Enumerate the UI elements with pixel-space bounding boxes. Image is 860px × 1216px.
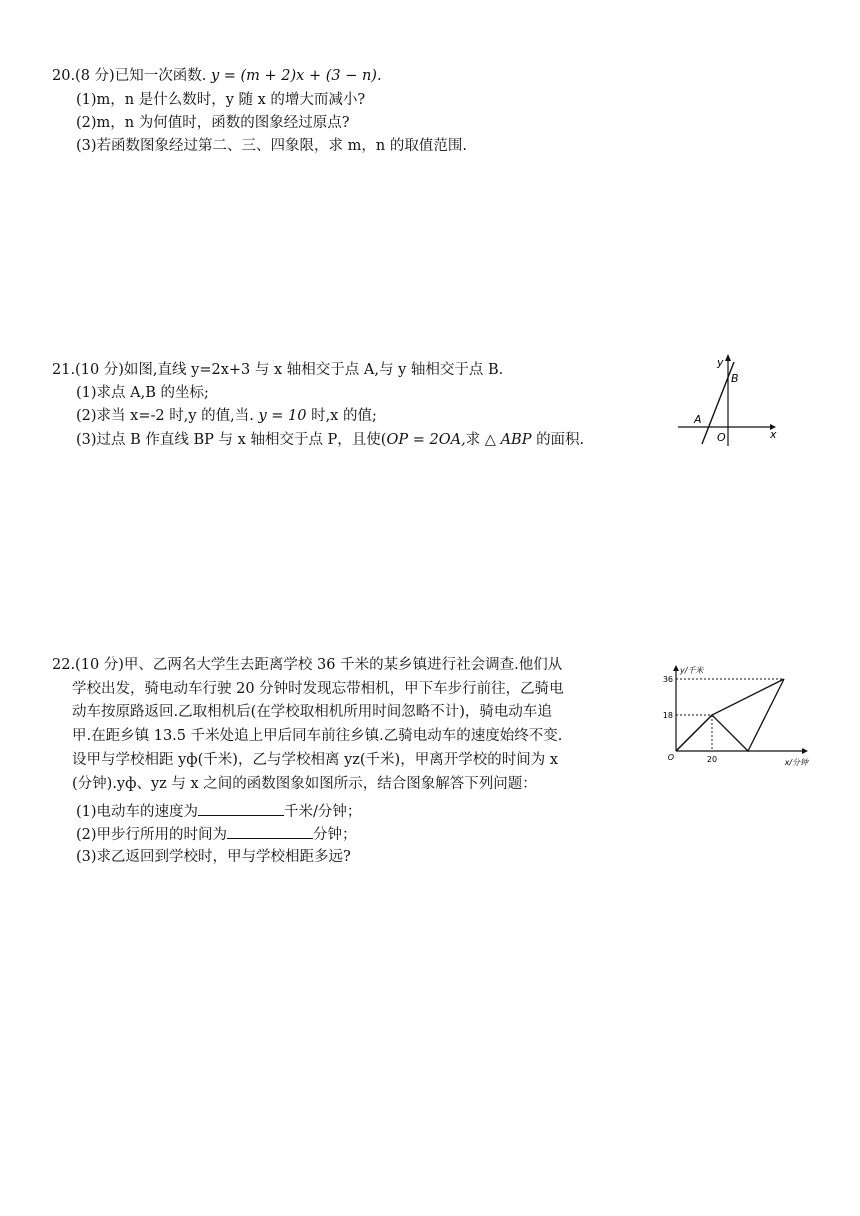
q22-item-2-text-a: (2)甲步行所用的时间为 <box>76 827 228 843</box>
q22-chart <box>660 648 808 770</box>
q21-item-3-text-b: 求 △ <box>465 432 496 448</box>
q22-stem-line-2: 学校出发，骑电动车行驶 20 分钟时发现忘带相机，甲下车步行前往，乙骑电 <box>72 681 564 697</box>
q21-y-arrow <box>725 354 731 361</box>
q22-item-2-text-b: 分钟； <box>313 827 357 843</box>
q21-label-a: A <box>694 413 702 426</box>
q20-item-3: (3)若函数图象经过第二、三、四象限，求 m，n 的取值范围. <box>76 138 467 154</box>
q21-item-3-text-a: (3)过点 B 作直线 BP 与 x 轴相交于点 P，且使( <box>76 432 387 448</box>
y-tick-label-36: 36 <box>662 675 673 684</box>
q21-label-o: O <box>717 431 726 444</box>
q20-formula: y = (m + 2)x + (3 − n). <box>210 68 382 84</box>
q22-stem-line-4: 甲.在距乡镇 13.5 千米处追上甲后同车前往乡镇.乙骑电动车的速度始终不变. <box>72 728 563 744</box>
q22-item-1-text-a: (1)电动车的速度为 <box>76 804 199 820</box>
q21-item-2-math: y = 10 <box>258 408 307 424</box>
q21-item-3-text-c: 的面积. <box>536 432 585 448</box>
x-tick-label-20: 20 <box>706 755 718 764</box>
q21-item-1: (1)求点 A,B 的坐标; <box>76 385 209 401</box>
q22-item-1-blank <box>198 801 284 816</box>
q22-item-3: (3)求乙返回到学校时，甲与学校相距多远? <box>76 849 351 865</box>
q21-item-3-math-1: OP = 2OA, <box>386 432 466 448</box>
q22-item-2-blank <box>227 824 313 839</box>
q22-stem-line-6: (分钟).yф、yz 与 x 之间的函数图象如图所示，结合图象解答下列问题： <box>72 776 537 792</box>
y-tick-label-18: 18 <box>662 711 673 720</box>
q22-stem-line-3: 动车按原路返回.乙取相机后(在学校取相机所用时间忽略不计)，骑电动车追 <box>72 704 552 720</box>
q22-stem-line-5: 设甲与学校相距 yф(千米)，乙与学校相离 yz(千米)，甲离开学校的时间为 x <box>72 752 559 768</box>
q21-label-y: y <box>717 356 724 369</box>
q20-stem <box>52 66 382 86</box>
q21-label-b: B <box>731 372 739 385</box>
q21-figure <box>670 350 790 450</box>
q21-item-2 <box>76 406 377 426</box>
y-axis-label: y/千米 <box>680 666 704 675</box>
q20-item-1: (1)m，n 是什么数时，y 随 x 的增大而减小? <box>76 92 366 108</box>
x-axis-label: x/分钟 <box>784 758 808 767</box>
x-axis-arrow <box>802 748 808 754</box>
q20-stem-text: 20.(8 分)已知一次函数. <box>52 68 207 84</box>
q22-item-1 <box>76 801 361 822</box>
q21-item-2-text-b: 时,x 的值; <box>311 408 377 424</box>
q21-stem: 21.(10 分)如图,直线 y=2x+3 与 x 轴相交于点 A,与 y 轴相交于点 B. <box>52 362 504 378</box>
q21-item-3 <box>76 430 584 450</box>
origin-label: O <box>667 753 674 762</box>
q21-item-2-text-a: (2)求当 x=-2 时,y 的值,当. <box>76 408 254 424</box>
y-axis-arrow <box>673 665 679 671</box>
q22-stem-line-1: 22.(10 分)甲、乙两名大学生去距离学校 36 千米的某乡镇进行社会调查.他们从 <box>52 657 563 673</box>
q22-item-2 <box>76 824 357 845</box>
q22-item-1-text-b: 千米/分钟； <box>284 804 362 820</box>
q21-label-x: x <box>770 428 777 441</box>
q20-item-2: (2)m，n 为何值时，函数的图象经过原点? <box>76 115 350 131</box>
q21-item-3-math-2: ABP <box>500 432 532 448</box>
